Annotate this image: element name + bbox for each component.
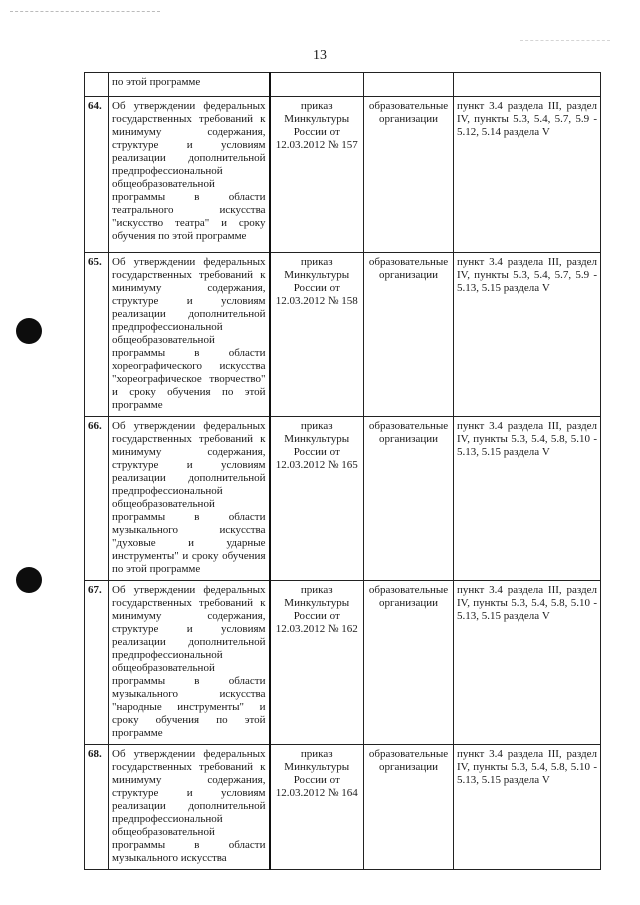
row-act-cell: приказ Минкультуры России от 12.03.2012 № 165 — [270, 417, 364, 581]
row-act-cell: приказ Минкультуры России от 12.03.2012 № 162 — [270, 581, 364, 745]
table-row — [85, 581, 601, 745]
row-number-cell: 64. — [85, 97, 109, 253]
regulations-table — [84, 72, 601, 870]
row-ref-cell: пункт 3.4 раздела III, раздел IV, пункты 5.3, 5.4, 5.8, 5.10 - 5.13, 5.15 раздела V — [454, 581, 601, 745]
scan-artifact-line — [10, 11, 160, 12]
row-ref-cell — [454, 73, 601, 97]
table-row — [85, 97, 601, 253]
row-number-cell: 66. — [85, 417, 109, 581]
row-title-cell: Об утверждении федеральных государственных требований к минимуму содержания, структуре и условиям реализации дополнительной предпрофессиональной общеобразовательной программы в области театрального искусства "искусство театра" и сроку обучения по этой программе — [109, 97, 270, 253]
scan-artifact-line — [520, 40, 610, 41]
row-ref-cell: пункт 3.4 раздела III, раздел IV, пункты 5.3, 5.4, 5.7, 5.9 - 5.12, 5.14 раздела V — [454, 97, 601, 253]
row-org-cell: образовательные организации — [364, 745, 454, 870]
row-org-cell: образовательные организации — [364, 97, 454, 253]
row-act-cell: приказ Минкультуры России от 12.03.2012 № 164 — [270, 745, 364, 870]
row-org-cell — [364, 73, 454, 97]
row-act-cell — [270, 73, 364, 97]
row-title-cell: Об утверждении федеральных государственных требований к минимуму содержания, структуре и условиям реализации дополнительной предпрофессиональной общеобразовательной программы в области хореографического искусства "хореографическое творчество" и сроку обучения по этой программе — [109, 253, 270, 417]
row-title-cell: по этой программе — [109, 73, 270, 97]
row-org-cell: образовательные организации — [364, 417, 454, 581]
table-row — [85, 745, 601, 870]
row-org-cell: образовательные организации — [364, 581, 454, 745]
punch-hole-bottom — [16, 567, 42, 593]
row-ref-cell: пункт 3.4 раздела III, раздел IV, пункты 5.3, 5.4, 5.8, 5.10 - 5.13, 5.15 раздела V — [454, 417, 601, 581]
row-number-cell: 65. — [85, 253, 109, 417]
row-act-cell: приказ Минкультуры России от 12.03.2012 № 158 — [270, 253, 364, 417]
row-number-cell — [85, 73, 109, 97]
row-org-cell: образовательные организации — [364, 253, 454, 417]
row-ref-cell: пункт 3.4 раздела III, раздел IV, пункты 5.3, 5.4, 5.7, 5.9 - 5.13, 5.15 раздела V — [454, 253, 601, 417]
row-number-cell: 67. — [85, 581, 109, 745]
table-row — [85, 253, 601, 417]
row-title-cell: Об утверждении федеральных государственных требований к минимуму содержания, структуре и условиям реализации дополнительной предпрофессиональной общеобразовательной программы в области музыкального искусства — [109, 745, 270, 870]
row-ref-cell: пункт 3.4 раздела III, раздел IV, пункты 5.3, 5.4, 5.8, 5.10 - 5.13, 5.15 раздела V — [454, 745, 601, 870]
row-number-cell: 68. — [85, 745, 109, 870]
table-row — [85, 417, 601, 581]
page-number: 13 — [313, 48, 327, 63]
table-row-continuation — [85, 73, 601, 97]
row-act-cell: приказ Минкультуры России от 12.03.2012 № 157 — [270, 97, 364, 253]
row-title-cell: Об утверждении федеральных государственных требований к минимуму содержания, структуре и условиям реализации дополнительной предпрофессиональной общеобразовательной программы в области музыкального искусства "народные инструменты" и сроку обучения по этой программе — [109, 581, 270, 745]
row-title-cell: Об утверждении федеральных государственных требований к минимуму содержания, структуре и условиям реализации дополнительной предпрофессиональной общеобразовательной программы в области музыкального искусства "духовые и ударные инструменты" и сроку обучения по этой программе — [109, 417, 270, 581]
punch-hole-top — [16, 318, 42, 344]
